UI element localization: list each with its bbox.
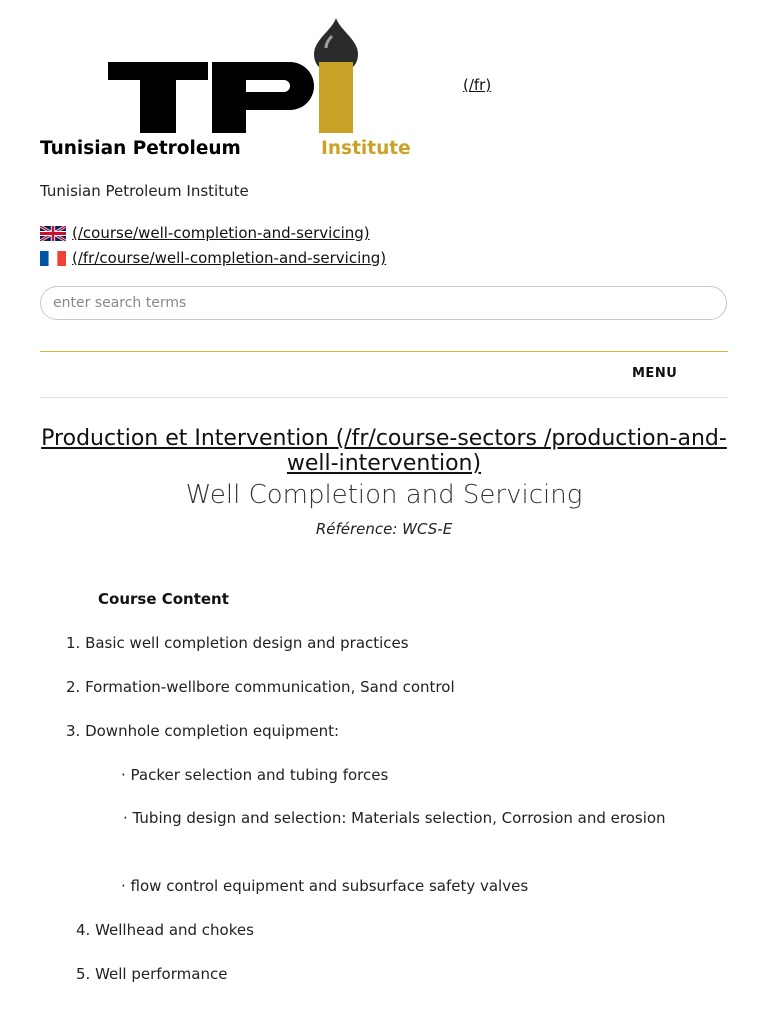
language-uk-link[interactable]: (/course/well-completion-and-servicing) [72,224,370,242]
list-item: · Packer selection and tubing forces [121,766,389,784]
france-flag-icon [40,251,66,266]
search-input[interactable] [40,286,727,320]
list-item: 5. Well performance [76,965,228,983]
course-reference: Référence: WCS-E [315,520,453,538]
list-item: 3. Downhole completion equipment: [66,722,340,740]
list-item: 4. Wellhead and chokes [76,921,254,939]
list-item: · flow control equipment and subsurface safety valves [121,877,529,895]
nav-divider [40,397,728,398]
language-fr[interactable] [40,249,386,267]
page-title: Well Completion and Servicing [185,480,583,510]
site-name: Tunisian Petroleum Institute [40,182,249,200]
logo-fr-link[interactable]: (/fr) [463,76,492,94]
course-sector-link[interactable]: Production et Intervention (/fr/course-sectors /production-and-well-intervention) [41,426,727,476]
menu-button[interactable]: MENU [632,366,678,381]
header-divider [40,351,728,352]
language-fr-link[interactable]: (/fr/course/well-completion-and-servicing) [72,249,387,267]
course-content-heading: Course Content [98,590,229,608]
list-item: 2. Formation-wellbore communication, Sand control [66,678,455,696]
logo-tagline-dark: Tunisian Petroleum [40,138,241,159]
tpi-logo[interactable] [40,18,465,160]
uk-flag-icon [40,226,66,241]
language-uk[interactable] [40,224,370,242]
list-item: 1. Basic well completion design and practices [66,634,409,652]
logo-tagline-gold: Institute [321,138,411,159]
list-item: · Tubing design and selection: Materials selection, Corrosion and erosion [123,809,666,827]
